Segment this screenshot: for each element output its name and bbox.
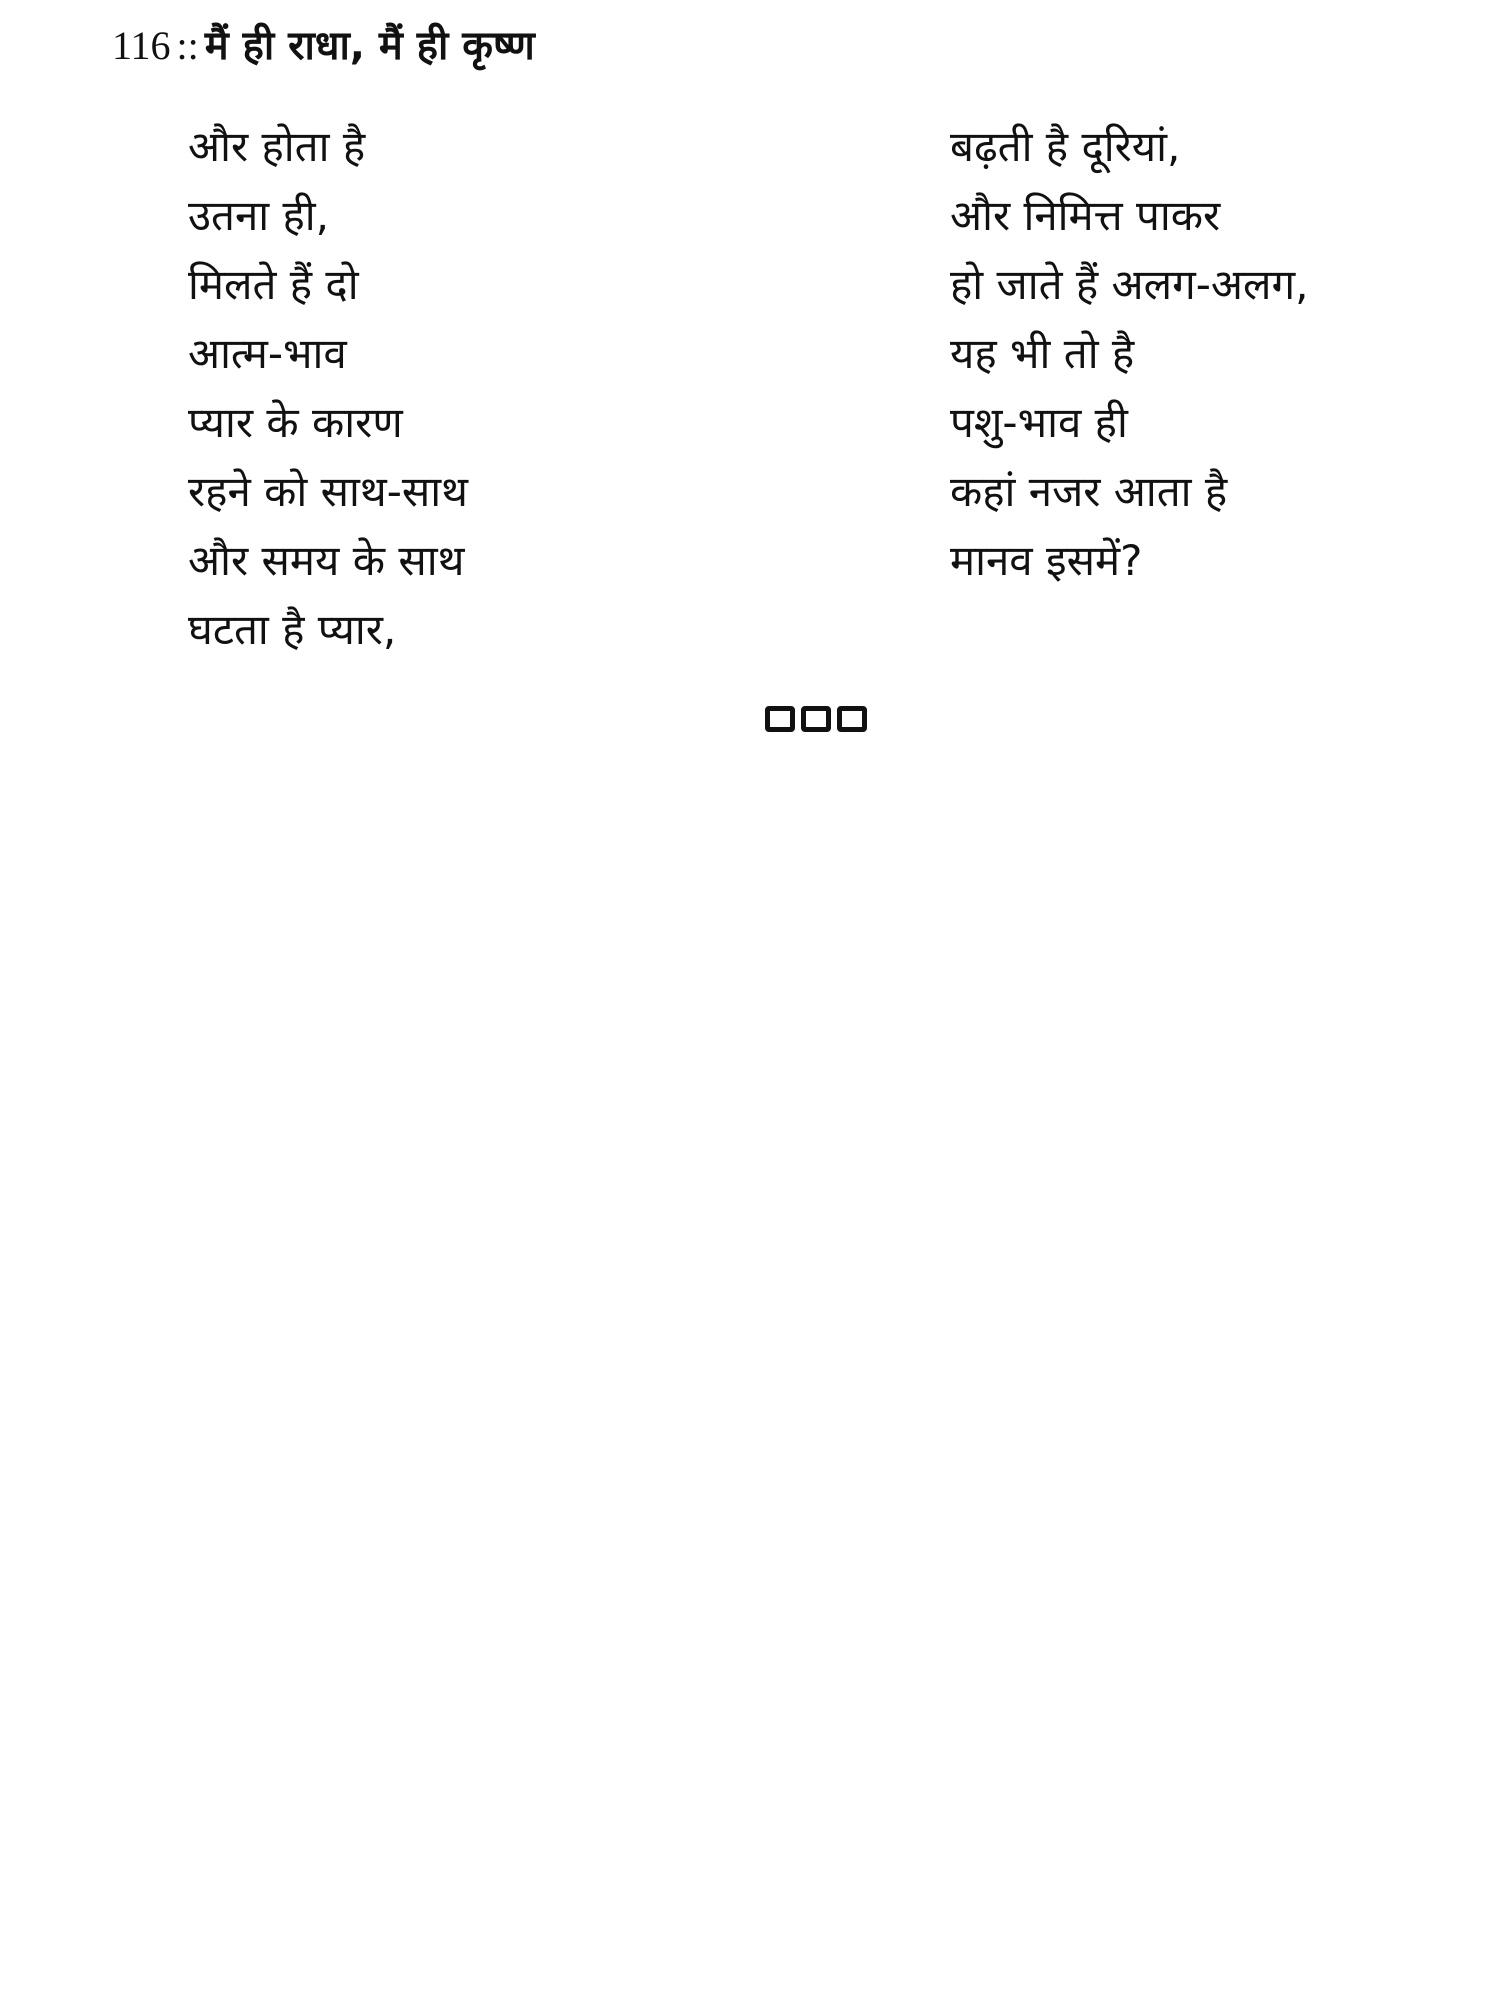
verse-line: मानव इसमें? bbox=[950, 536, 1143, 585]
verse-line: रहने को साथ-साथ bbox=[188, 467, 468, 516]
three-square-boxes-icon bbox=[765, 706, 867, 732]
verse-line: मिलते हैं दो bbox=[188, 260, 359, 309]
verse-line: बढ़ती है दूरियां, bbox=[950, 122, 1181, 171]
verse-line: हो जाते हैं अलग-अलग, bbox=[950, 260, 1309, 309]
verse-line: घटता है प्यार, bbox=[188, 605, 397, 654]
verse-line: और होता है bbox=[188, 122, 366, 171]
verse-line: उतना ही, bbox=[188, 191, 330, 240]
verse-line: पशु-भाव ही bbox=[950, 398, 1128, 447]
verse-line: यह भी तो है bbox=[950, 329, 1135, 378]
header-separator: :: bbox=[176, 23, 199, 68]
verse-line: प्यार के कारण bbox=[188, 398, 403, 447]
square-box-icon bbox=[837, 706, 867, 732]
running-header bbox=[112, 18, 535, 74]
book-title: मैं ही राधा, मैं ही कृष्ण bbox=[204, 23, 535, 69]
verse-line: और निमित्त पाकर bbox=[950, 191, 1221, 240]
page-number: 116 bbox=[112, 23, 171, 68]
verse-line: और समय के साथ bbox=[188, 536, 465, 585]
square-box-icon bbox=[765, 706, 795, 732]
verse-line: आत्म-भाव bbox=[188, 329, 347, 378]
square-box-icon bbox=[801, 706, 831, 732]
poem-right-column bbox=[950, 112, 1308, 595]
poem-left-column bbox=[188, 112, 468, 664]
verse-line: कहां नजर आता है bbox=[950, 467, 1228, 516]
